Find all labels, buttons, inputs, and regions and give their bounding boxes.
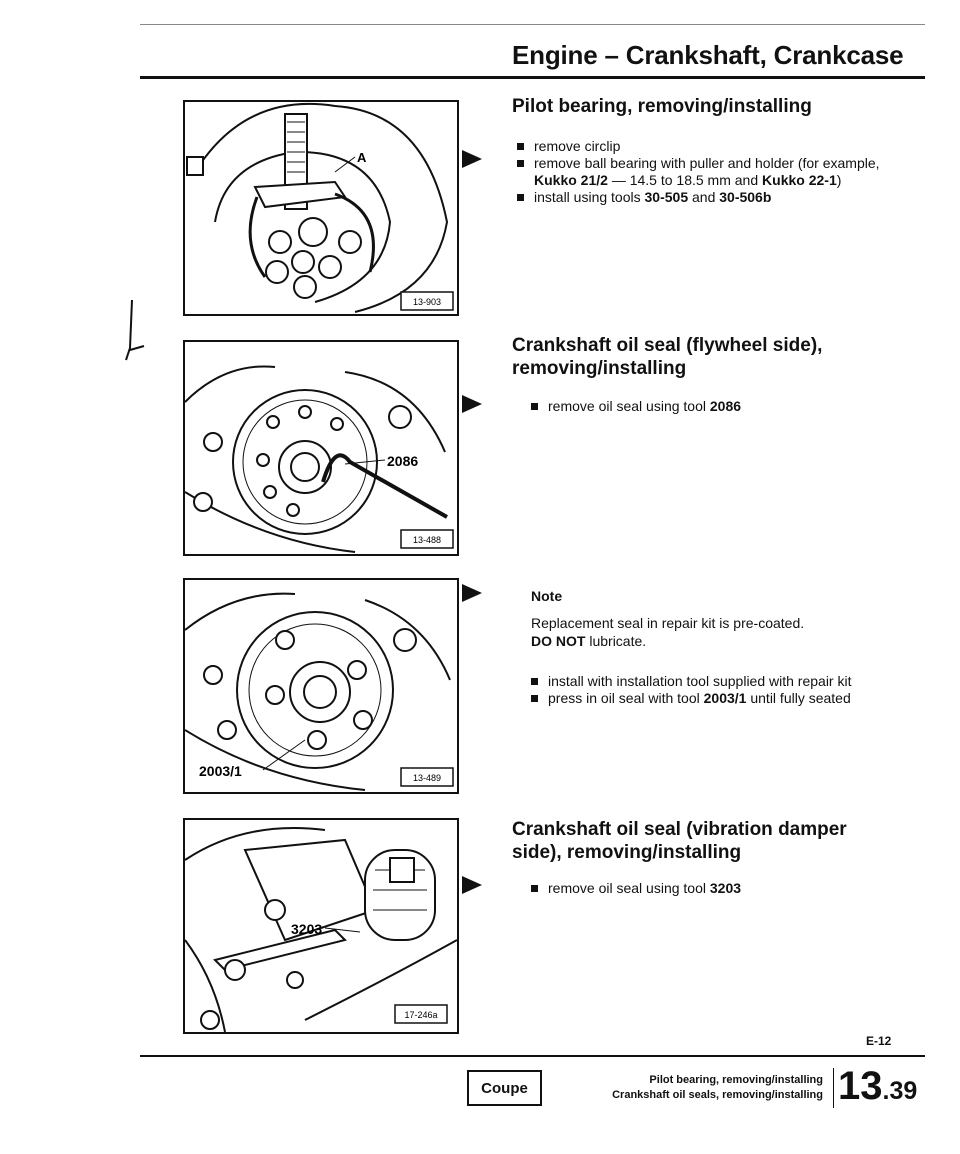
section-title-damper: Crankshaft oil seal (vibration damper side), removing/installing (512, 819, 847, 863)
callout-label: 3203 (291, 921, 323, 937)
page-reference: E-12 (866, 1034, 892, 1048)
footer-divider (833, 1068, 834, 1108)
top-rule (140, 24, 925, 25)
install-steps-list (531, 673, 891, 707)
figure-code: 17-246a (404, 1010, 438, 1020)
pilot-bearing-illustration (185, 102, 457, 314)
list-item: remove circlip (517, 138, 897, 155)
note-heading: Note (531, 588, 563, 604)
bullet-icon (517, 143, 524, 150)
note-text: Replacement seal in repair kit is pre-coated. DO NOT lubricate. (531, 615, 805, 649)
footer-topics: Pilot bearing, removing/installing Crankshaft oil seals, removing/installing (612, 1074, 823, 1101)
page-title: Engine – Crankshaft, Crankcase (512, 40, 904, 70)
callout-label: A (357, 150, 367, 165)
bullet-icon (531, 885, 538, 892)
damper-steps-list (531, 880, 911, 897)
bullet-icon (531, 695, 538, 702)
figure-seal-install (183, 578, 459, 794)
callout-label: 2086 (387, 453, 419, 469)
bullet-icon (517, 160, 524, 167)
section-title-flywheel: Crankshaft oil seal (flywheel side), removing/installing (512, 335, 823, 379)
list-item: remove ball bearing with puller and holder (for example, Kukko 21/2 — 14.5 to 18.5 mm and Kukko 22-1) (517, 155, 897, 189)
callout-label: 2003/1 (199, 763, 242, 779)
figure-pilot-bearing (183, 100, 459, 316)
damper-seal-illustration (185, 820, 457, 1032)
model-badge: Coupe (467, 1070, 542, 1106)
pointer-arrow-icon (462, 584, 482, 602)
pointer-arrow-icon (462, 150, 482, 168)
figure-code: 13-489 (412, 773, 442, 783)
figure-flywheel-seal (183, 340, 459, 556)
flywheel-steps-list (531, 398, 911, 415)
bullet-icon (517, 194, 524, 201)
list-item: install with installation tool supplied with repair kit (531, 673, 891, 690)
list-item: install using tools 30-505 and 30-506b (517, 189, 897, 206)
list-item: remove oil seal using tool 3203 (531, 880, 911, 897)
pen-mark-icon (118, 298, 148, 368)
figure-code: 13-903 (412, 297, 442, 307)
pilot-steps-list (517, 138, 897, 206)
bullet-icon (531, 403, 538, 410)
page-number: 13.39 (838, 1064, 918, 1108)
flywheel-seal-illustration (185, 342, 457, 554)
pointer-arrow-icon (462, 876, 482, 894)
seal-install-illustration (185, 580, 457, 792)
section-title-pilot: Pilot bearing, removing/installing (512, 96, 812, 117)
figure-code: 13-488 (412, 535, 442, 545)
footer-rule (140, 1055, 925, 1057)
pointer-arrow-icon (462, 395, 482, 413)
figure-damper-seal (183, 818, 459, 1034)
list-item: press in oil seal with tool 2003/1 until fully seated (531, 690, 891, 707)
header-rule (140, 76, 925, 79)
bullet-icon (531, 678, 538, 685)
list-item: remove oil seal using tool 2086 (531, 398, 911, 415)
